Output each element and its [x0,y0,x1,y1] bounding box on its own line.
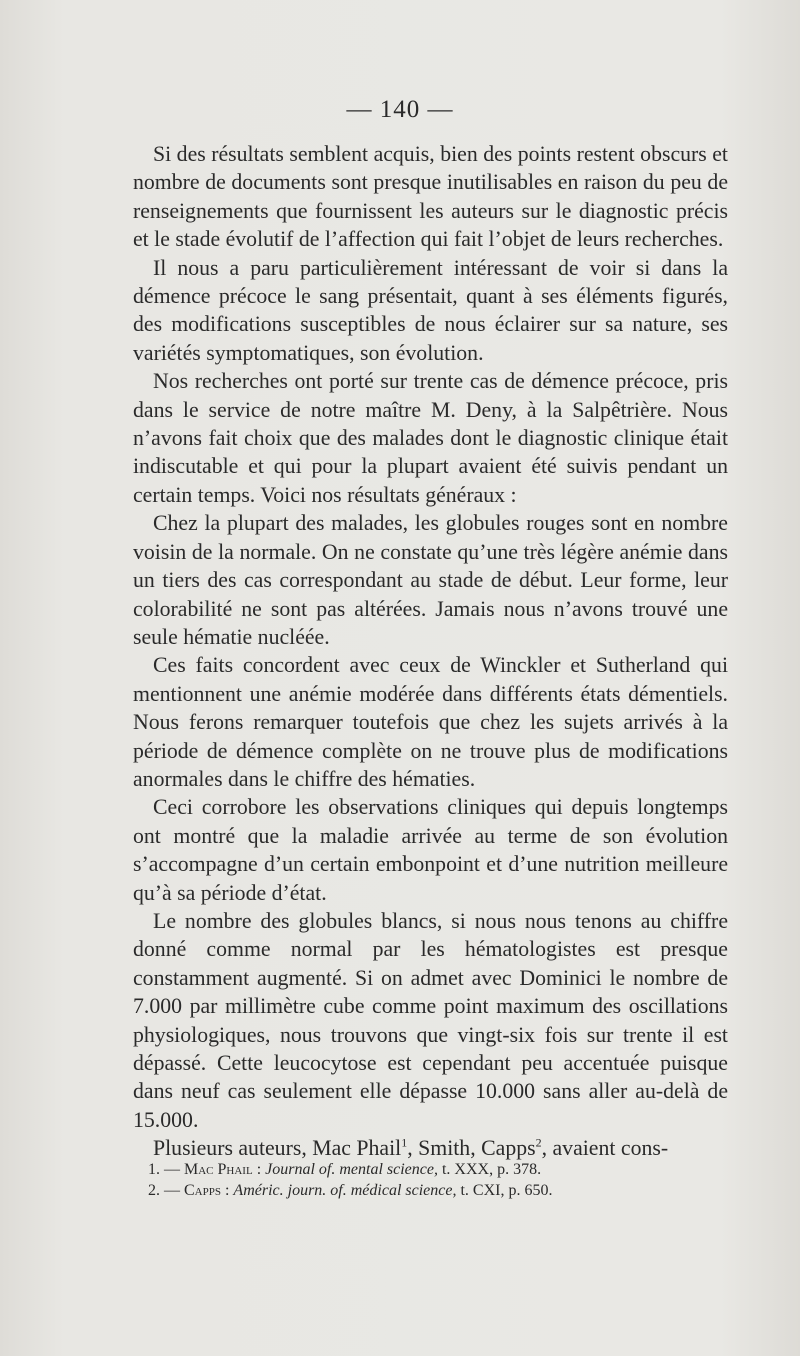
paragraph-2: Il nous a paru particulièrement intéressant de voir si dans la démence précoce le sang présentait, quant à ses éléments figurés, des modifications susceptibles de nous éclairer sur sa nature, ses variétés symptomatiques, son évolution. [133,255,728,365]
paragraph-3: Nos recherches ont porté sur trente cas de démence précoce, pris dans le service de notre maître M. Deny, à la Salpêtrière. Nous n’avons fait choix que des malades dont le diagnostic clinique était indiscutable et qui pour la plupart avaient été suivis pendant un certain temps. Voici nos résultats généraux : [133,369,728,507]
paragraph-1: Si des résultats semblent acquis, bien des points restent obscurs et nombre de documents sont presque inutilisables en raison du peu de renseignements que fournissent les auteurs sur le diagnostic précis et le stade évolutif de l’affection qui fait l’objet de leurs recherches. [133,142,728,252]
footnote-ref-2: 2 [535,1135,542,1150]
paragraph-4: Chez la plupart des malades, les globules rouges sont en nombre voisin de la normale. On ne constate qu’une très légère anémie dans un tiers des cas correspondant au stade de début. Leur forme, leur colorabilité ne sont pas altérées. Jamais nous n’avons trouvé une seule hématie nucléée. [133,511,728,649]
footnote-1-details: t. XXX, p. 378. [437,1161,542,1178]
footnote-1-sep: : [252,1161,266,1178]
body-text [133,140,728,1163]
footnote-1 [140,1159,730,1180]
paragraph-8-text-after: , avaient cons- [541,1136,669,1161]
paragraph-7: Le nombre des globules blancs, si nous nous tenons au chiffre donné comme normal par les hématologistes est presque constamment augmenté. Si on admet avec Dominici le nombre de 7.000 par millimètre cube comme point maximum des oscillations physiologiques, nous trouvons que vingt-six fois sur trente il est dépassé. Cette leucocytose est cependant peu accentuée puisque dans neuf cas seulement elle dépasse 10.000 sans aller au-delà de 15.000. [133,908,728,1132]
paragraph-8-text-before: Plusieurs auteurs, Mac Phail [153,1136,402,1161]
footnote-2-sep: : [220,1182,234,1199]
footnote-1-author: Mac Phail [184,1161,253,1178]
footnote-2-marker: 2. — [148,1182,180,1199]
footnote-2-details: t. CXI, p. 650. [456,1182,553,1199]
footnote-2-source: Améric. journ. of. médical science, [233,1182,457,1199]
footnote-1-source: Journal of. mental science, [265,1161,438,1178]
footnotes [140,1159,730,1201]
footnote-1-marker: 1. — [148,1161,180,1178]
paragraph-8-text-middle: , Smith, Capps [407,1136,536,1161]
page-number: — 140 — [346,96,454,123]
paragraph-5: Ces faits concordent avec ceux de Winckler et Sutherland qui mentionnent une anémie modérée dans différents états démentiels. Nous ferons remarquer toutefois que chez les sujets arrivés à la période de démence complète on ne trouve plus de modifications anormales dans le chiffre des hématies. [133,653,728,791]
footnote-ref-1: 1 [401,1135,408,1150]
footnote-2 [140,1180,730,1201]
footnote-2-author: Capps [184,1182,221,1199]
paragraph-6: Ceci corrobore les observations cliniques qui depuis longtemps ont montré que la maladie arrivée au terme de son évolution s’accompagne d’un certain embonpoint et d’une nutrition meilleure qu’à sa période d’état. [133,795,728,905]
